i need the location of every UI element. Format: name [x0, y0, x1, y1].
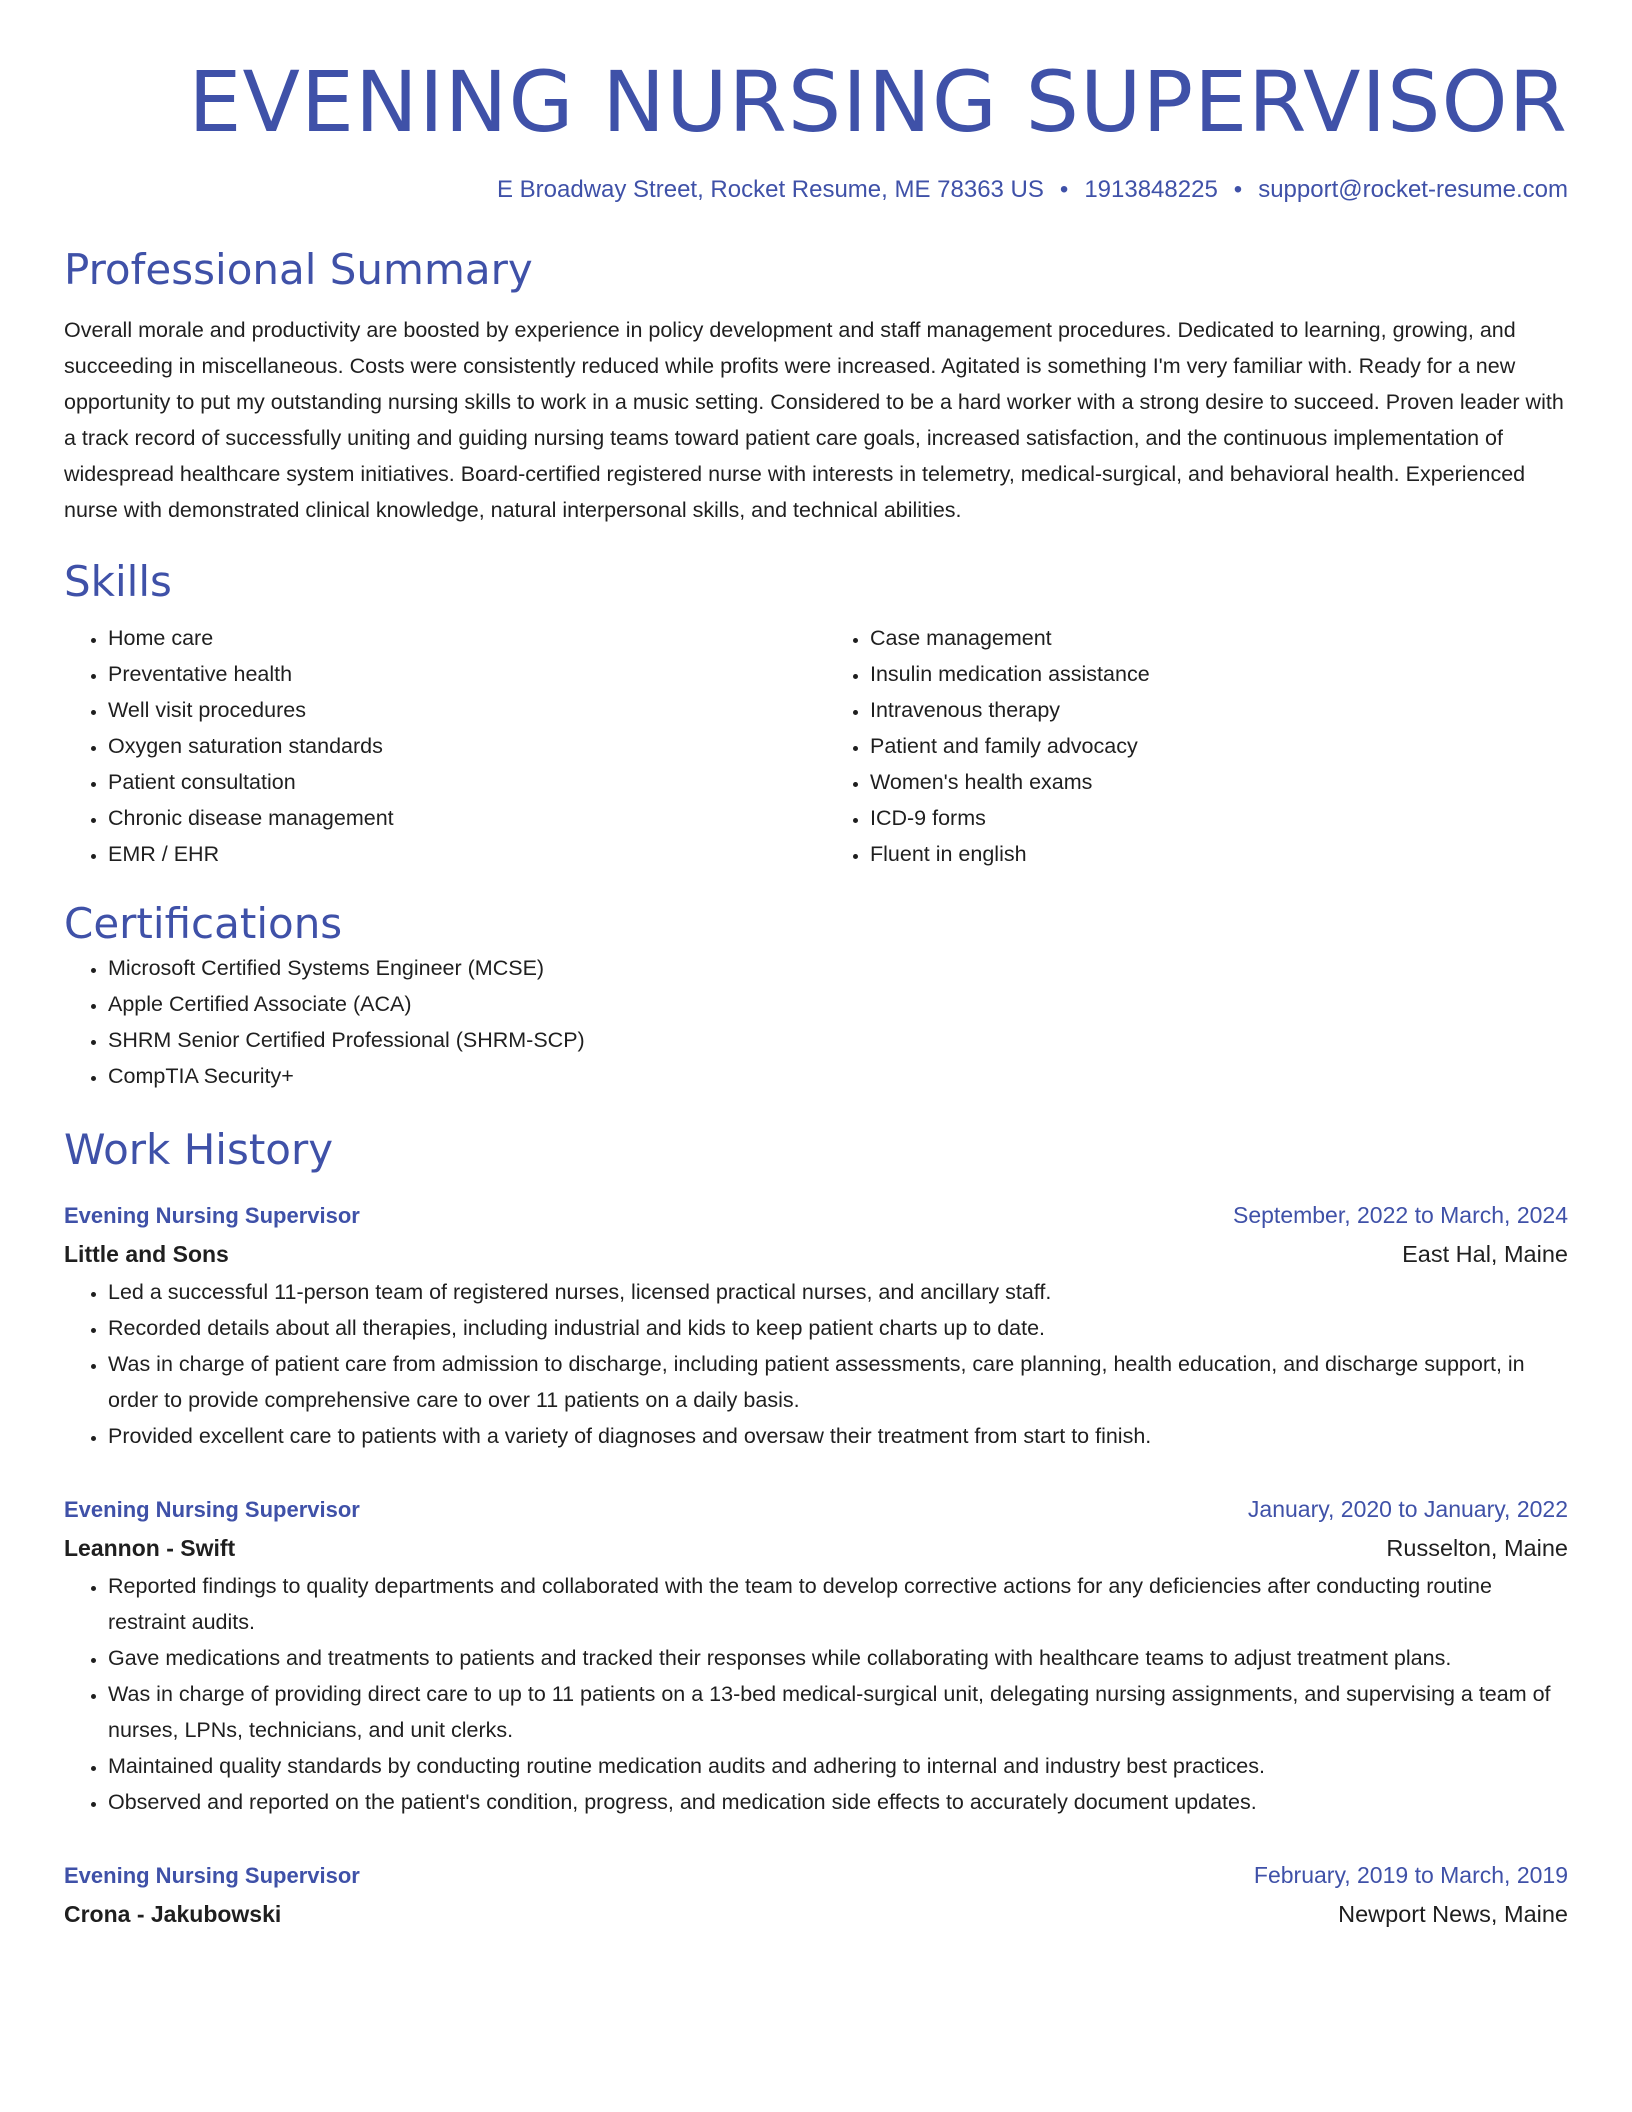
- job-location: East Hal, Maine: [1402, 1241, 1568, 1267]
- job-dates: February, 2019 to March, 2019: [1253, 1862, 1568, 1888]
- job-location: Newport News, Maine: [1338, 1901, 1568, 1927]
- job-header: [64, 1856, 1568, 1894]
- job-bullet: • Recorded details about all therapies, including industrial and kids to keep patient charts up to date.: [108, 1310, 1568, 1346]
- certification-item: • Apple Certified Associate (ACA): [108, 986, 1568, 1022]
- job-bullets: [64, 1568, 1568, 1820]
- contact-phone[interactable]: 1913848225: [1084, 176, 1218, 203]
- job-entry: [64, 1196, 1568, 1454]
- contact-line: [64, 174, 1568, 206]
- job-bullet: • Was in charge of providing direct care to up to 11 patients on a 13-bed medical-surgical unit, delegating nursing assignments, and supervising a team of nurses, LPNs, technicians, and unit clerks.: [108, 1676, 1568, 1748]
- job-company: Leannon - Swift: [64, 1535, 236, 1561]
- skills-grid: [64, 620, 1568, 872]
- skills-list-left: [64, 620, 806, 872]
- skill-item: • Insulin medication assistance: [870, 656, 1568, 692]
- skill-item: • EMR / EHR: [108, 836, 806, 872]
- job-entry: [64, 1490, 1568, 1820]
- job-title: Evening Nursing Supervisor: [64, 1203, 360, 1228]
- skill-item: • Intravenous therapy: [870, 692, 1568, 728]
- job-bullets: [64, 1274, 1568, 1454]
- job-bullet: • Was in charge of patient care from admission to discharge, including patient assessments, care planning, health education, and discharge support, in order to provide comprehensive care to over 11 patients on a daily basis.: [108, 1346, 1568, 1418]
- job-bullet: • Gave medications and treatments to patients and tracked their responses while collaborating with healthcare teams to adjust treatment plans.: [108, 1640, 1568, 1676]
- skill-item: • Chronic disease management: [108, 800, 806, 836]
- certification-item: • SHRM Senior Certified Professional (SHRM-SCP): [108, 1022, 1568, 1058]
- job-header: [64, 1490, 1568, 1528]
- skill-item: • Women's health exams: [870, 764, 1568, 800]
- job-company: Little and Sons: [64, 1241, 229, 1267]
- job-employer: [64, 1234, 1568, 1274]
- certifications-list: [64, 950, 1568, 1094]
- skill-item: • Case management: [870, 620, 1568, 656]
- resume-name: EVENING NURSING SUPERVISOR: [188, 53, 1568, 151]
- contact-address: E Broadway Street, Rocket Resume, ME 78363 US: [496, 176, 1044, 203]
- resume-page: [64, 0, 1568, 1934]
- skill-item: • Well visit procedures: [108, 692, 806, 728]
- certification-item: • CompTIA Security+: [108, 1058, 1568, 1094]
- job-entry: [64, 1856, 1568, 1934]
- job-dates: September, 2022 to March, 2024: [1233, 1202, 1568, 1228]
- summary-heading: Professional Summary: [64, 245, 533, 294]
- skill-item: • Preventative health: [108, 656, 806, 692]
- skill-item: • Patient consultation: [108, 764, 806, 800]
- job-employer: [64, 1528, 1568, 1568]
- job-location: Russelton, Maine: [1386, 1535, 1568, 1561]
- skill-item: • Patient and family advocacy: [870, 728, 1568, 764]
- skill-item: • Fluent in english: [870, 836, 1568, 872]
- contact-separator: •: [1059, 176, 1069, 203]
- job-dates: January, 2020 to January, 2022: [1247, 1496, 1568, 1522]
- job-title: Evening Nursing Supervisor: [64, 1863, 360, 1888]
- job-bullet: • Maintained quality standards by conducting routine medication audits and adhering to internal and industry best practices.: [108, 1748, 1568, 1784]
- skill-item: • ICD-9 forms: [870, 800, 1568, 836]
- certification-item: • Microsoft Certified Systems Engineer (MCSE): [108, 950, 1568, 986]
- summary-text: Overall morale and productivity are boosted by experience in policy development and staff management procedures. Dedicated to learning, growing, and succeeding in miscellaneous. Costs were consistently reduced while profits were increased. Agitated is something I'm very familiar with. Ready for a new opportunity to put my outstanding nursing skills to work in a music setting. Considered to be a hard worker with a strong desire to succeed. Proven leader with a track record of successfully uniting and guiding nursing teams toward patient care goals, increased satisfaction, and the continuous implementation of widespread healthcare system initiatives. Board-certified registered nurse with interests in telemetry, medical-surgical, and behavioral health. Experienced nurse with demonstrated clinical knowledge, natural interpersonal skills, and technical abilities.: [64, 318, 1564, 522]
- job-company: Crona - Jakubowski: [64, 1901, 282, 1927]
- contact-separator: •: [1233, 176, 1243, 203]
- job-employer: [64, 1894, 1568, 1934]
- job-bullet: • Led a successful 11-person team of registered nurses, licensed practical nurses, and ancillary staff.: [108, 1274, 1568, 1310]
- certifications-heading: Certifications: [64, 899, 343, 948]
- skill-item: • Home care: [108, 620, 806, 656]
- job-bullet: • Reported findings to quality departments and collaborated with the team to develop corrective actions for any deficiencies after conducting routine restraint audits.: [108, 1568, 1568, 1640]
- job-header: [64, 1196, 1568, 1234]
- skills-heading: Skills: [64, 557, 172, 606]
- work-history-heading: Work History: [64, 1125, 334, 1174]
- job-bullet: • Provided excellent care to patients with a variety of diagnoses and oversaw their treatment from start to finish.: [108, 1418, 1568, 1454]
- skill-item: • Oxygen saturation standards: [108, 728, 806, 764]
- job-bullet: • Observed and reported on the patient's condition, progress, and medication side effects to accurately document updates.: [108, 1784, 1568, 1820]
- contact-email[interactable]: support@rocket-resume.com: [1258, 176, 1568, 203]
- job-title: Evening Nursing Supervisor: [64, 1497, 360, 1522]
- skills-list-right: [826, 620, 1568, 872]
